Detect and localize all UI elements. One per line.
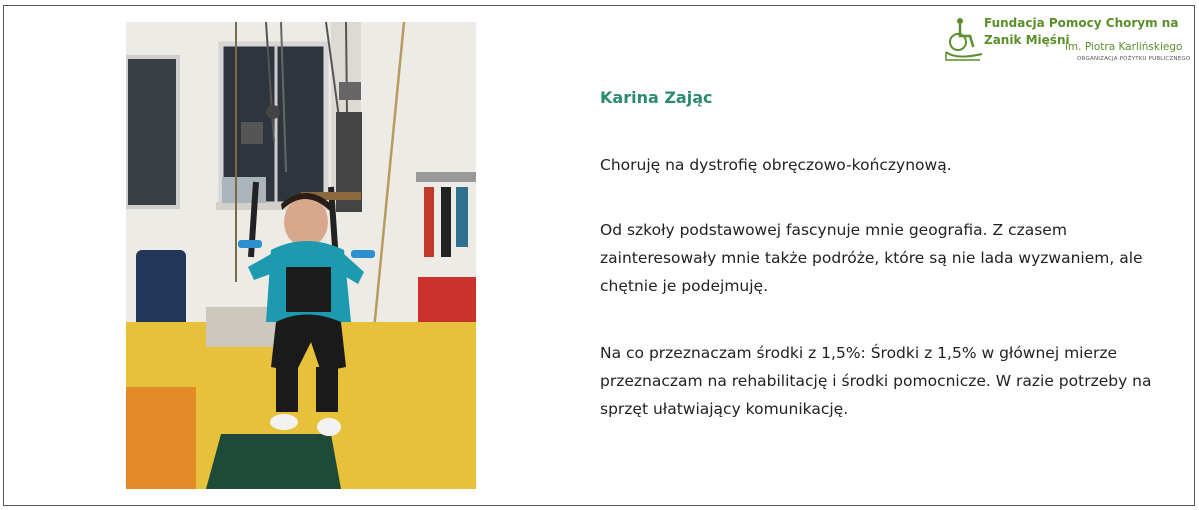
paragraph-interests: Od szkoły podstawowej fascynuje mnie geografia. Z czasem zainteresowały mnie także podróże, które są nie lada wyzwaniem, ale chętnie je podejmuję. [600, 221, 1143, 295]
logo-patron: im. Piotra Karlińskiego [1065, 41, 1183, 53]
wheelchair-hand-icon [944, 16, 984, 62]
person-name: Karina Zając [600, 88, 713, 107]
foundation-logo [944, 14, 1191, 68]
logo-subtitle: ORGANIZACJA POŻYTKU PUBLICZNEGO [1077, 56, 1191, 62]
paragraph-funds-use: Na co przeznaczam środki z 1,5%: Środki z 1,5% w głównej mierze przeznaczam na rehabilitację i środki pomocnicze. W razie potrzeby na sprzęt ułatwiający komunikację. [600, 344, 1152, 418]
profile-photo [126, 22, 476, 489]
logo-title-line1: Fundacja Pomocy Chorym na [984, 16, 1179, 30]
logo-title-line2: Zanik Mięśni [984, 33, 1070, 47]
paragraph-condition: Choruję na dystrofię obręczowo-kończynową. [600, 156, 952, 174]
